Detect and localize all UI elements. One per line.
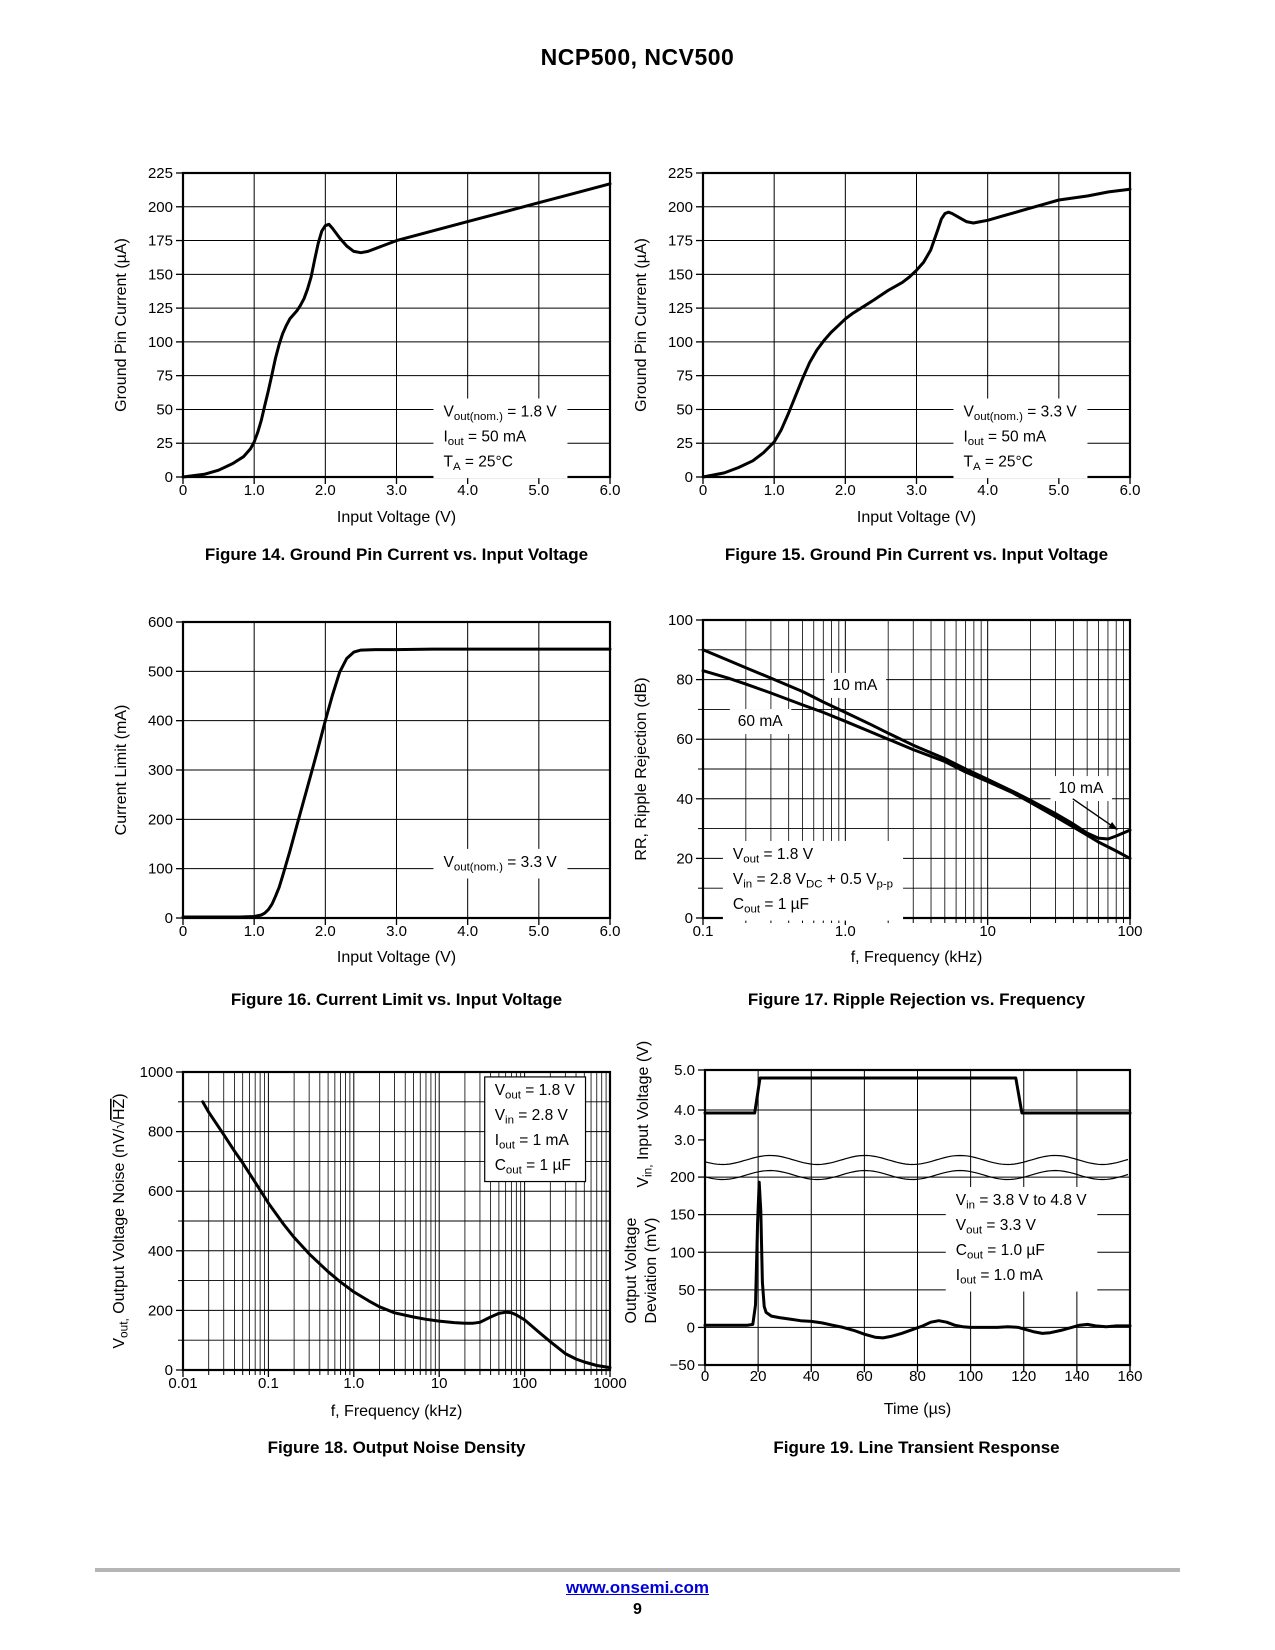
svg-text:50: 50 [678, 1281, 695, 1299]
figure-16-current-limit-chart [100, 598, 621, 978]
svg-text:Iout = 50 mA: $I_{out} = 50$ mA [443, 428, 527, 449]
svg-text:50: 50 [676, 401, 693, 419]
svg-text:10 mA: 10 mA [1058, 780, 1104, 798]
svg-text:200: 200 [147, 1302, 173, 1320]
svg-text:Vout(nom.) = 1.8 V: $V_{out(nom.)} = 1.8$ V [443, 403, 557, 424]
svg-text:3.0: 3.0 [386, 482, 407, 499]
svg-text:0: 0 [684, 469, 693, 486]
svg-text:Vin = 2.8 VDC + 0.5 Vp-p: $V_{in} = 2.8$ $V_{DC} + 0.5$ $V_{p-p}$ [732, 870, 894, 891]
svg-text:1.0: 1.0 [834, 923, 856, 940]
figure-17-ripple-rejection-chart [620, 598, 1143, 978]
figure-19-caption: Figure 19. Line Transient Response [773, 1438, 1060, 1457]
svg-text:0.1: 0.1 [692, 923, 714, 940]
svg-text:Vout, Output Voltage Noise (nV: $V_{out,}$ Output Voltage Noise (nV/√HZ) [111, 1093, 131, 1349]
figure-17-caption: Figure 17. Ripple Rejection vs. Frequency [747, 990, 1086, 1009]
svg-text:4.0: 4.0 [457, 482, 479, 499]
svg-text:Vout = 3.3 V: $V_{out} = 3.3$ V [955, 1216, 1036, 1237]
svg-text:6.0: 6.0 [1119, 482, 1141, 499]
svg-text:Vout(nom.) = 3.3 V: $V_{out(nom.)} = 3.3$ V [443, 853, 557, 874]
svg-text:Vout = 1.8 V: $V_{out} = 1.8$ V [494, 1081, 575, 1102]
svg-text:3.0: 3.0 [674, 1131, 695, 1149]
svg-text:Input Voltage (V): Input Voltage (V) [336, 949, 457, 966]
svg-text:6.0: 6.0 [599, 923, 621, 940]
svg-text:10 mA: 10 mA [832, 676, 878, 694]
svg-text:500: 500 [147, 663, 173, 681]
svg-text:Vout(nom.) = 3.3 V: $V_{out(nom.)} = 3.3$ V [963, 403, 1077, 424]
svg-text:80: 80 [676, 671, 693, 689]
svg-text:100: 100 [667, 333, 693, 351]
svg-text:10: 10 [979, 923, 997, 940]
svg-text:0: 0 [164, 1362, 173, 1379]
figure-14-ground-pin-current-chart [100, 150, 621, 530]
svg-text:f, Frequency (kHz): f, Frequency (kHz) [330, 1403, 463, 1420]
svg-text:100: 100 [512, 1375, 538, 1392]
svg-text:Time (µs): Time (µs) [883, 1401, 952, 1418]
svg-text:Ground Pin Current (µA): Ground Pin Current (µA) [633, 238, 650, 412]
svg-text:RR, Ripple Rejection (dB): RR, Ripple Rejection (dB) [633, 677, 650, 861]
svg-text:5.0: 5.0 [528, 923, 550, 940]
svg-text:1.0: 1.0 [763, 482, 785, 499]
svg-text:20: 20 [676, 850, 693, 868]
svg-text:3.0: 3.0 [386, 923, 407, 940]
svg-text:125: 125 [147, 300, 173, 318]
onsemi-website-link[interactable]: www.onsemi.com [566, 1578, 709, 1597]
svg-text:200: 200 [147, 811, 173, 829]
svg-text:Cout = 1 µF: $C_{out} = 1$ µF [494, 1156, 571, 1177]
svg-text:400: 400 [147, 1242, 173, 1260]
svg-text:175: 175 [667, 232, 693, 250]
svg-text:600: 600 [147, 614, 173, 631]
figure-16-caption: Figure 16. Current Limit vs. Input Voltage [230, 990, 563, 1009]
svg-text:2.0: 2.0 [834, 482, 856, 499]
svg-text:0: 0 [178, 923, 188, 940]
svg-text:100: 100 [958, 1368, 984, 1385]
svg-text:100: 100 [669, 1244, 695, 1262]
svg-text:Deviation (mV): Deviation (mV) [643, 1217, 660, 1324]
svg-text:0: 0 [178, 482, 188, 499]
svg-text:Ground Pin Current (µA): Ground Pin Current (µA) [113, 238, 130, 412]
svg-text:40: 40 [802, 1368, 820, 1385]
svg-text:100: 100 [147, 860, 173, 878]
svg-text:1000: 1000 [139, 1064, 173, 1081]
svg-text:150: 150 [147, 266, 173, 284]
page-number: 9 [633, 1601, 642, 1618]
footer-divider [95, 1568, 1180, 1572]
svg-text:TA = 25°C: $T_A = 25^\circ C$ [443, 453, 513, 474]
svg-text:100: 100 [667, 612, 693, 629]
svg-text:TA = 25°C: $T_A = 25^\circ C$ [963, 453, 1033, 474]
svg-text:Input Voltage (V): Input Voltage (V) [856, 509, 977, 526]
svg-text:200: 200 [667, 198, 693, 216]
svg-text:Output Voltage: Output Voltage [623, 1217, 640, 1324]
svg-text:225: 225 [667, 165, 693, 182]
svg-text:0: 0 [684, 910, 693, 927]
svg-text:120: 120 [1011, 1368, 1037, 1385]
svg-text:50: 50 [156, 401, 173, 419]
svg-text:200: 200 [147, 198, 173, 216]
svg-text:4.0: 4.0 [977, 482, 999, 499]
svg-text:6.0: 6.0 [599, 482, 621, 499]
svg-text:f, Frequency (kHz): f, Frequency (kHz) [850, 949, 983, 966]
svg-text:Cout = 1.0 µF: $C_{out} = 1.0$ µF [955, 1241, 1045, 1262]
svg-text:225: 225 [147, 165, 173, 182]
svg-text:175: 175 [147, 232, 173, 250]
svg-text:1000: 1000 [593, 1375, 627, 1392]
svg-text:60: 60 [676, 731, 693, 749]
svg-text:0: 0 [164, 469, 173, 486]
svg-text:75: 75 [156, 367, 173, 385]
svg-text:Input Voltage (V): Input Voltage (V) [336, 509, 457, 526]
svg-text:Vin = 3.8 V to 4.8 V: $V_{in} = 3.8$ V to 4.8 V [955, 1191, 1087, 1212]
figure-18-output-noise-chart [100, 1048, 627, 1428]
svg-text:0.1: 0.1 [257, 1375, 279, 1392]
svg-text:400: 400 [147, 712, 173, 730]
svg-text:150: 150 [669, 1206, 695, 1224]
svg-text:160: 160 [1117, 1368, 1143, 1385]
figure-19-line-transient-chart [620, 1040, 1143, 1426]
svg-text:1.0: 1.0 [243, 923, 265, 940]
svg-text:60: 60 [856, 1368, 873, 1385]
svg-text:600: 600 [147, 1183, 173, 1201]
svg-text:0: 0 [700, 1368, 710, 1385]
svg-text:Iout = 1 mA: $I_{out} = 1$ mA [494, 1131, 569, 1152]
svg-text:Vin = 2.8 V: $V_{in} = 2.8$ V [494, 1106, 568, 1127]
svg-text:100: 100 [147, 333, 173, 351]
svg-text:0: 0 [686, 1319, 695, 1337]
svg-text:1.0: 1.0 [243, 482, 265, 499]
svg-text:25: 25 [156, 435, 173, 453]
svg-text:75: 75 [676, 367, 693, 385]
svg-text:0.01: 0.01 [168, 1375, 198, 1392]
svg-text:−50: −50 [669, 1357, 695, 1374]
svg-text:60 mA: 60 mA [737, 713, 783, 731]
svg-text:5.0: 5.0 [674, 1062, 695, 1079]
svg-text:3.0: 3.0 [906, 482, 927, 499]
svg-text:Iout = 50 mA: $I_{out} = 50$ mA [963, 428, 1047, 449]
svg-text:2.0: 2.0 [314, 923, 336, 940]
svg-text:25: 25 [676, 435, 693, 453]
svg-text:0: 0 [698, 482, 708, 499]
svg-text:800: 800 [147, 1123, 173, 1141]
figure-14-caption: Figure 14. Ground Pin Current vs. Input Voltage [204, 545, 589, 564]
svg-text:10: 10 [430, 1375, 448, 1392]
svg-text:Vout = 1.8 V: $V_{out} = 1.8$ V [732, 845, 814, 866]
figure-15-caption: Figure 15. Ground Pin Current vs. Input Voltage [724, 545, 1109, 564]
svg-text:80: 80 [909, 1368, 926, 1385]
svg-text:125: 125 [667, 300, 693, 318]
figure-15-ground-pin-current-chart [620, 150, 1141, 530]
svg-text:2.0: 2.0 [314, 482, 336, 499]
svg-text:140: 140 [1064, 1368, 1090, 1385]
svg-text:5.0: 5.0 [528, 482, 550, 499]
svg-text:4.0: 4.0 [457, 923, 479, 940]
svg-text:100: 100 [1117, 923, 1143, 940]
svg-text:Iout = 1.0 mA: $I_{out} = 1.0$ mA [955, 1266, 1043, 1287]
svg-text:1.0: 1.0 [343, 1375, 365, 1392]
svg-text:200: 200 [669, 1169, 695, 1187]
svg-text:4.0: 4.0 [674, 1102, 695, 1120]
svg-text:150: 150 [667, 266, 693, 284]
svg-text:20: 20 [749, 1368, 767, 1385]
svg-text:5.0: 5.0 [1048, 482, 1070, 499]
page-title: NCP500, NCV500 [540, 44, 735, 70]
svg-text:Cout = 1 µF: $C_{out} = 1$ µF [732, 895, 810, 916]
svg-text:Vin, Input Voltage (V): $V_{in,}$ Input Voltage (V) [635, 1040, 655, 1188]
svg-text:300: 300 [147, 762, 173, 779]
svg-text:0: 0 [164, 910, 173, 927]
svg-text:40: 40 [676, 790, 693, 808]
figure-18-caption: Figure 18. Output Noise Density [267, 1438, 526, 1457]
svg-text:Current Limit (mA): Current Limit (mA) [113, 704, 130, 836]
